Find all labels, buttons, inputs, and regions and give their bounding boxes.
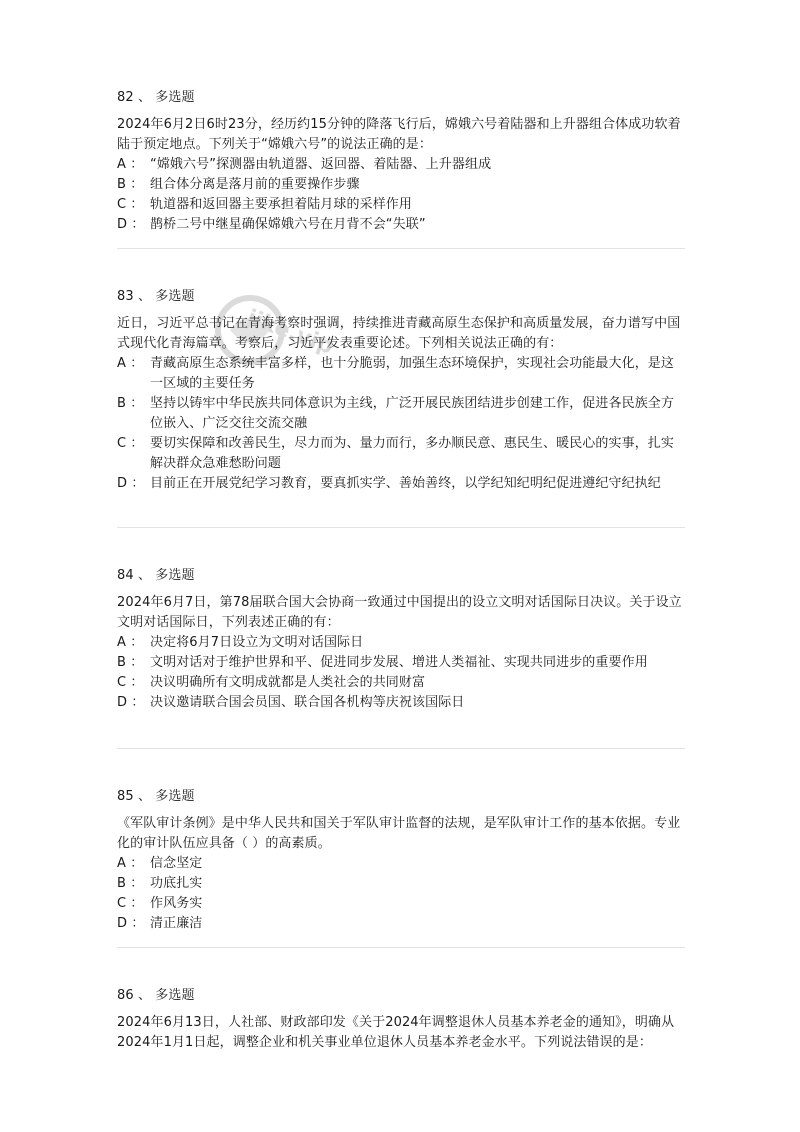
option-key: C ： — [117, 436, 144, 451]
option-text: 文明对话对于维护世界和平、促进同步发展、增进人类福祉、实现共同进步的重要作用 — [150, 655, 648, 670]
option-key: B ： — [117, 655, 144, 670]
option-key: D ： — [117, 916, 145, 931]
option-key: B ： — [117, 876, 144, 891]
option-text: 坚持以铸牢中华民族共同体意识为主线，广泛开展民族团结进步创建工作，促进各民族全方位嵌入、广泛交往交流交融 — [150, 396, 675, 431]
question-83 — [117, 287, 685, 494]
question-82 — [117, 88, 685, 235]
option-text: 信念坚定 — [150, 856, 203, 871]
option-b[interactable] — [117, 394, 685, 434]
option-text: 决议明确所有文明成就都是人类社会的共同财富 — [150, 675, 426, 690]
question-85 — [117, 787, 685, 934]
option-a[interactable] — [117, 633, 685, 653]
option-text: 清正廉洁 — [150, 916, 203, 931]
option-text: 决定将6月7日设立为文明对话国际日 — [150, 635, 364, 650]
option-text: 作风务实 — [150, 896, 203, 911]
option-key: D ： — [117, 695, 145, 710]
question-header: 82 、 多选题 — [117, 90, 195, 105]
option-key: A ： — [117, 157, 144, 172]
option-text: 轨道器和返回器主要承担着陆月球的采样作用 — [150, 197, 413, 212]
option-d[interactable] — [117, 693, 685, 713]
option-a[interactable] — [117, 854, 685, 874]
question-header: 84 、 多选题 — [117, 568, 195, 583]
option-a[interactable] — [117, 354, 685, 394]
question-84 — [117, 566, 685, 713]
divider — [117, 947, 685, 948]
question-header: 86 、 多选题 — [117, 988, 195, 1003]
question-header: 85 、 多选题 — [117, 789, 195, 804]
option-key: C ： — [117, 197, 144, 212]
option-key: B ： — [117, 177, 144, 192]
option-key: A ： — [117, 356, 144, 371]
divider — [117, 248, 685, 249]
question-stem: 2024年6月2日6时23分，经历约15分钟的降落飞行后，嫦娥六号着陆器和上升器组合体成功软着陆于预定地点。下列关于“嫦娥六号”的说法正确的是： — [117, 117, 681, 152]
divider — [117, 527, 685, 528]
divider — [117, 748, 685, 749]
option-key: C ： — [117, 675, 144, 690]
option-c[interactable] — [117, 673, 685, 693]
option-text: 功底扎实 — [150, 876, 203, 891]
option-c[interactable] — [117, 894, 685, 914]
question-stem: 近日，习近平总书记在青海考察时强调，持续推进青藏高原生态保护和高质量发展，奋力谱写中国式现代化青海篇章。考察后，习近平发表重要论述。下列相关说法正确的有： — [117, 316, 681, 351]
option-key: D ： — [117, 476, 145, 491]
option-text: 鹊桥二号中继星确保嫦娥六号在月背不会“失联” — [150, 217, 426, 232]
question-stem: 2024年6月7日，第78届联合国大会协商一致通过中国提出的设立文明对话国际日决议。关于设立文明对话国际日，下列表述正确的有： — [117, 595, 682, 630]
option-text: 青藏高原生态系统丰富多样，也十分脆弱，加强生态环境保护，实现社会功能最大化，是这一区域的主要任务 — [150, 356, 675, 391]
option-text: 组合体分离是落月前的重要操作步骤 — [150, 177, 360, 192]
option-text: 决议邀请联合国会员国、联合国各机构等庆祝该国际日 — [150, 695, 465, 710]
watermark-text: jike.vip — [243, 305, 337, 360]
option-key: B ： — [117, 396, 144, 411]
option-b[interactable] — [117, 175, 685, 195]
question-stem: 《军队审计条例》是中华人民共和国关于军队审计监督的法规，是军队审计工作的基本依据。专业化的审计队伍应具备（ ）的高素质。 — [117, 816, 681, 851]
option-b[interactable] — [117, 653, 685, 673]
option-b[interactable] — [117, 874, 685, 894]
option-c[interactable] — [117, 434, 685, 474]
option-key: C ： — [117, 896, 144, 911]
question-86 — [117, 986, 685, 1053]
question-stem: 2024年6月13日，人社部、财政部印发《关于2024年调整退休人员基本养老金的通知》，明确从2024年1月1日起，调整企业和机关事业单位退休人员基本养老金水平。下列说法错误的是： — [117, 1015, 675, 1050]
option-key: D ： — [117, 217, 145, 232]
option-a[interactable] — [117, 155, 685, 175]
option-key: A ： — [117, 856, 144, 871]
option-c[interactable] — [117, 195, 685, 215]
option-d[interactable] — [117, 914, 685, 934]
option-key: A ： — [117, 635, 144, 650]
option-d[interactable] — [117, 215, 685, 235]
option-text: 要切实保障和改善民生，尽力而为、量力而行，多办顺民意、惠民生、暖民心的实事，扎实解决群众急难愁盼问题 — [150, 436, 675, 471]
question-header: 83 、 多选题 — [117, 289, 195, 304]
option-text: “嫦娥六号”探测器由轨道器、返回器、着陆器、上升器组成 — [150, 157, 492, 172]
option-text: 目前正在开展党纪学习教育，要真抓实学、善始善终，以学纪知纪明纪促进遵纪守纪执纪 — [150, 476, 661, 491]
option-d[interactable] — [117, 474, 685, 494]
